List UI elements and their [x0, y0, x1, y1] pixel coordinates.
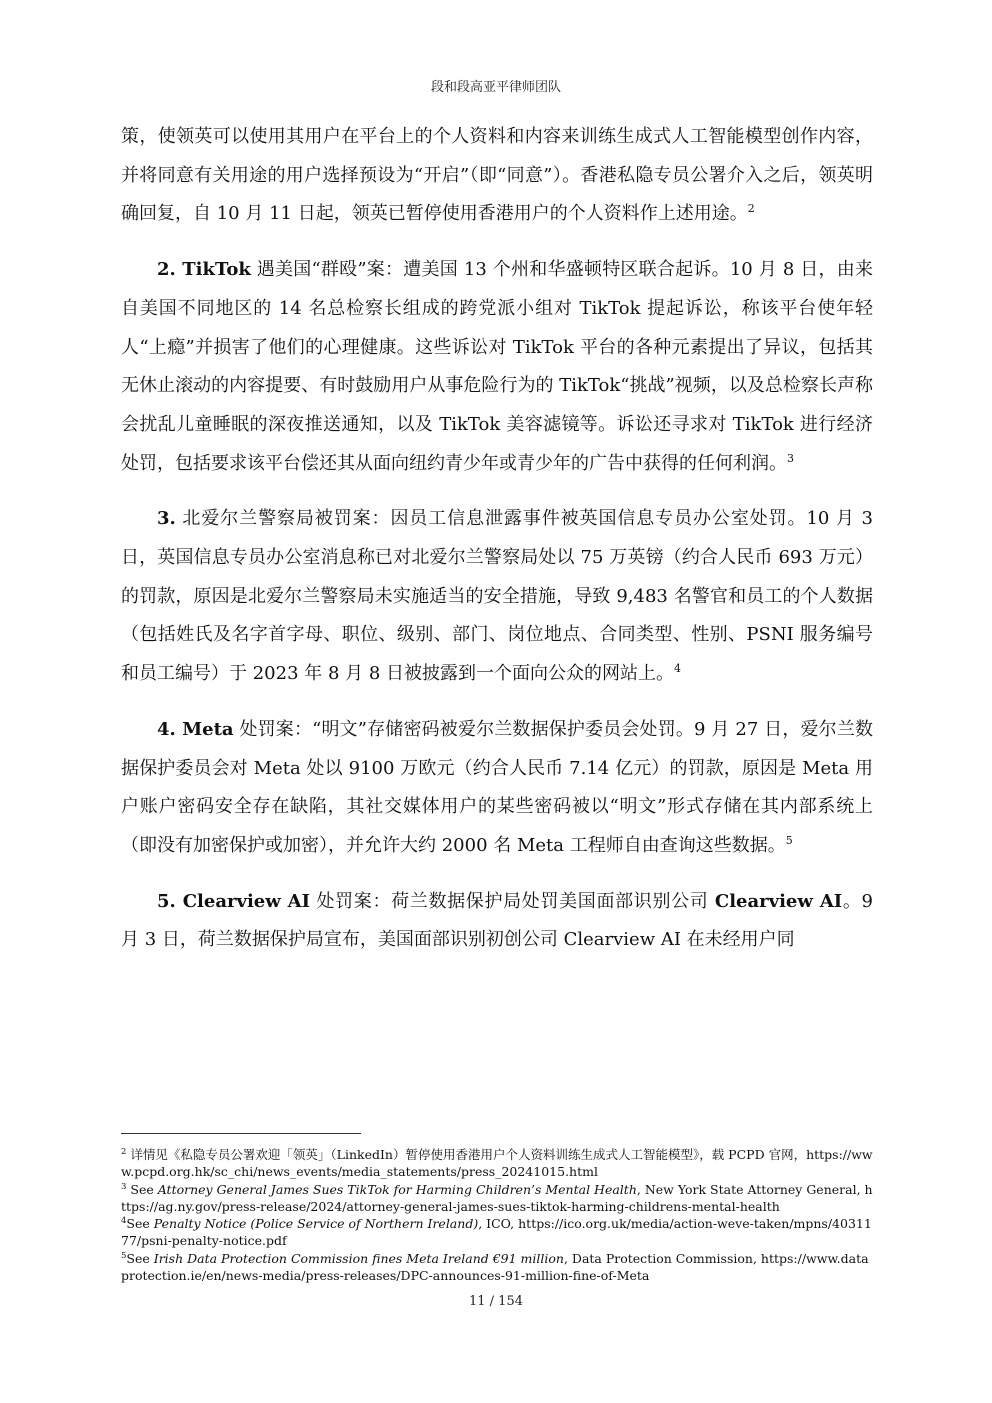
footnote-source-title: Irish Data Protection Commission fines Meta Ireland €91 million [153, 1250, 564, 1266]
footnote-prefix: See [126, 1181, 158, 1197]
paragraph-linkedin-continued [121, 118, 873, 234]
footnote-number: 4 [121, 1216, 127, 1227]
paragraph-meta-case [121, 711, 873, 866]
case-heading: 2. TikTok [157, 259, 251, 281]
footnote-number: 2 [121, 1146, 127, 1157]
paragraph-clearview-case [121, 883, 873, 960]
paragraph-tiktok-case [121, 251, 873, 483]
footnote-prefix: See [126, 1216, 154, 1232]
footnote-text[interactable]: , Data Protection Commission, https://www.dataprotection.ie/en/news-media/press-releases/DPC-announces-91-million-fine-of-Meta [121, 1250, 869, 1284]
paragraph-psni-case [121, 500, 873, 694]
body-text [121, 118, 873, 960]
paragraph-text-tail: 。9 月 3 日，荷兰数据保护局宣布，美国面部识别初创公司 Clearview AI 在未经用户同 [121, 890, 873, 951]
footnote-5 [121, 1250, 873, 1285]
footnote-source-title: Attorney General James Sues TikTok for Harming Children’s Mental Health [157, 1181, 637, 1197]
paragraph-text: 策，使领英可以使用其用户在平台上的个人资料和内容来训练生成式人工智能模型创作内容，并将同意有关用途的用户选择预设为“开启”（即“同意”）。香港私隐专员公署介入之后，领英明确回复，自 10 月 11 日起，领英已暂停使用香港用户的个人资料作上述用途。 [121, 126, 873, 225]
paragraph-text: 处罚案：荷兰数据保护局处罚美国面部识别公司 [310, 890, 715, 912]
case-heading: 5. Clearview AI [157, 890, 311, 912]
footnote-2 [121, 1146, 873, 1181]
footnote-ref[interactable]: 3 [787, 451, 794, 465]
footnote-prefix: See [126, 1250, 154, 1266]
footnote-number: 5 [121, 1250, 127, 1261]
page-number: 11 / 154 [469, 1294, 523, 1309]
footnote-number: 3 [121, 1181, 127, 1192]
footnote-ref[interactable]: 2 [747, 202, 755, 216]
footnote-4 [121, 1215, 873, 1250]
footnote-divider [121, 1133, 361, 1134]
paragraph-text: 处罚案：“明文”存储密码被爱尔兰数据保护委员会处罚。9 月 27 日，爱尔兰数据保护委员会对 Meta 处以 9100 万欧元（约合人民币 7.14 亿元）的罚款，原因是 Meta 用户账户密码安全存在缺陷，其社交媒体用户的某些密码被以“明文”形式存储在其内部系统上（即没有加密保护或加密），并允许大约 2000 名 Meta 工程师自由查询这些数据。 [121, 718, 873, 856]
footnotes [121, 1146, 873, 1284]
company-name: Clearview AI [714, 890, 843, 912]
case-heading: 3. [157, 508, 176, 530]
footnote-text[interactable]: , ICO, https://ico.org.uk/media/action-weve-taken/mpns/4031177/psni-penalty-notice.pdf [121, 1216, 872, 1249]
case-heading: 4. Meta [157, 718, 234, 740]
footnote-ref[interactable]: 4 [674, 662, 682, 676]
page-header: 段和段高亚平律师团队 [430, 80, 561, 95]
footnote-ref[interactable]: 5 [785, 833, 793, 847]
paragraph-text: 北爱尔兰警察局被罚案：因员工信息泄露事件被英国信息专员办公室处罚。10 月 3 日，英国信息专员办公室消息称已对北爱尔兰警察局处以 75 万英镑（约合人民币 693 万元）的罚款，原因是北爱尔兰警察局未实施适当的安全措施，导致 9,483 名警官和员工的个人数据（包括姓氏及名字首字母、职位、级别、部门、岗位地点、合同类型、性别、PSNI 服务编号和员工编号）于 2023 年 8 月 8 日被披露到一个面向公众的网站上。 [121, 508, 873, 685]
footnote-3 [121, 1181, 873, 1216]
footnote-text[interactable]: 详情见《私隐专员公署欢迎「领英」（LinkedIn）暂停使用香港用户个人资料训练生成式人工智能模型》，载 PCPD 官网，https://www.pcpd.org.hk/sc_chi/news_events/media_statements/press_20241015.html [121, 1147, 873, 1180]
footnote-source-title: Penalty Notice (Police Service of Northern Ireland) [153, 1216, 479, 1232]
footnote-text[interactable]: , New York State Attorney General, https://ag.ny.gov/press-release/2024/attorney-general-james-sues-tiktok-harming-childrens-mental-health [121, 1181, 873, 1214]
paragraph-text: 遇美国“群殴”案：遭美国 13 个州和华盛顿特区联合起诉。10 月 8 日，由来自美国不同地区的 14 名总检察长组成的跨党派小组对 TikTok 提起诉讼，称该平台使年轻人“上瘾”并损害了他们的心理健康。这些诉讼对 TikTok 平台的各种元素提出了异议，包括其无休止滚动的内容提要、有时鼓励用户从事危险行为的 TikTok“挑战”视频，以及总检察长声称会扰乱儿童睡眠的深夜推送通知，以及 TikTok 美容滤镜等。诉讼还寻求对 TikTok 进行经济处罚，包括要求该平台偿还其从面向纽约青少年或青少年的广告中获得的任何利润。 [121, 259, 873, 474]
